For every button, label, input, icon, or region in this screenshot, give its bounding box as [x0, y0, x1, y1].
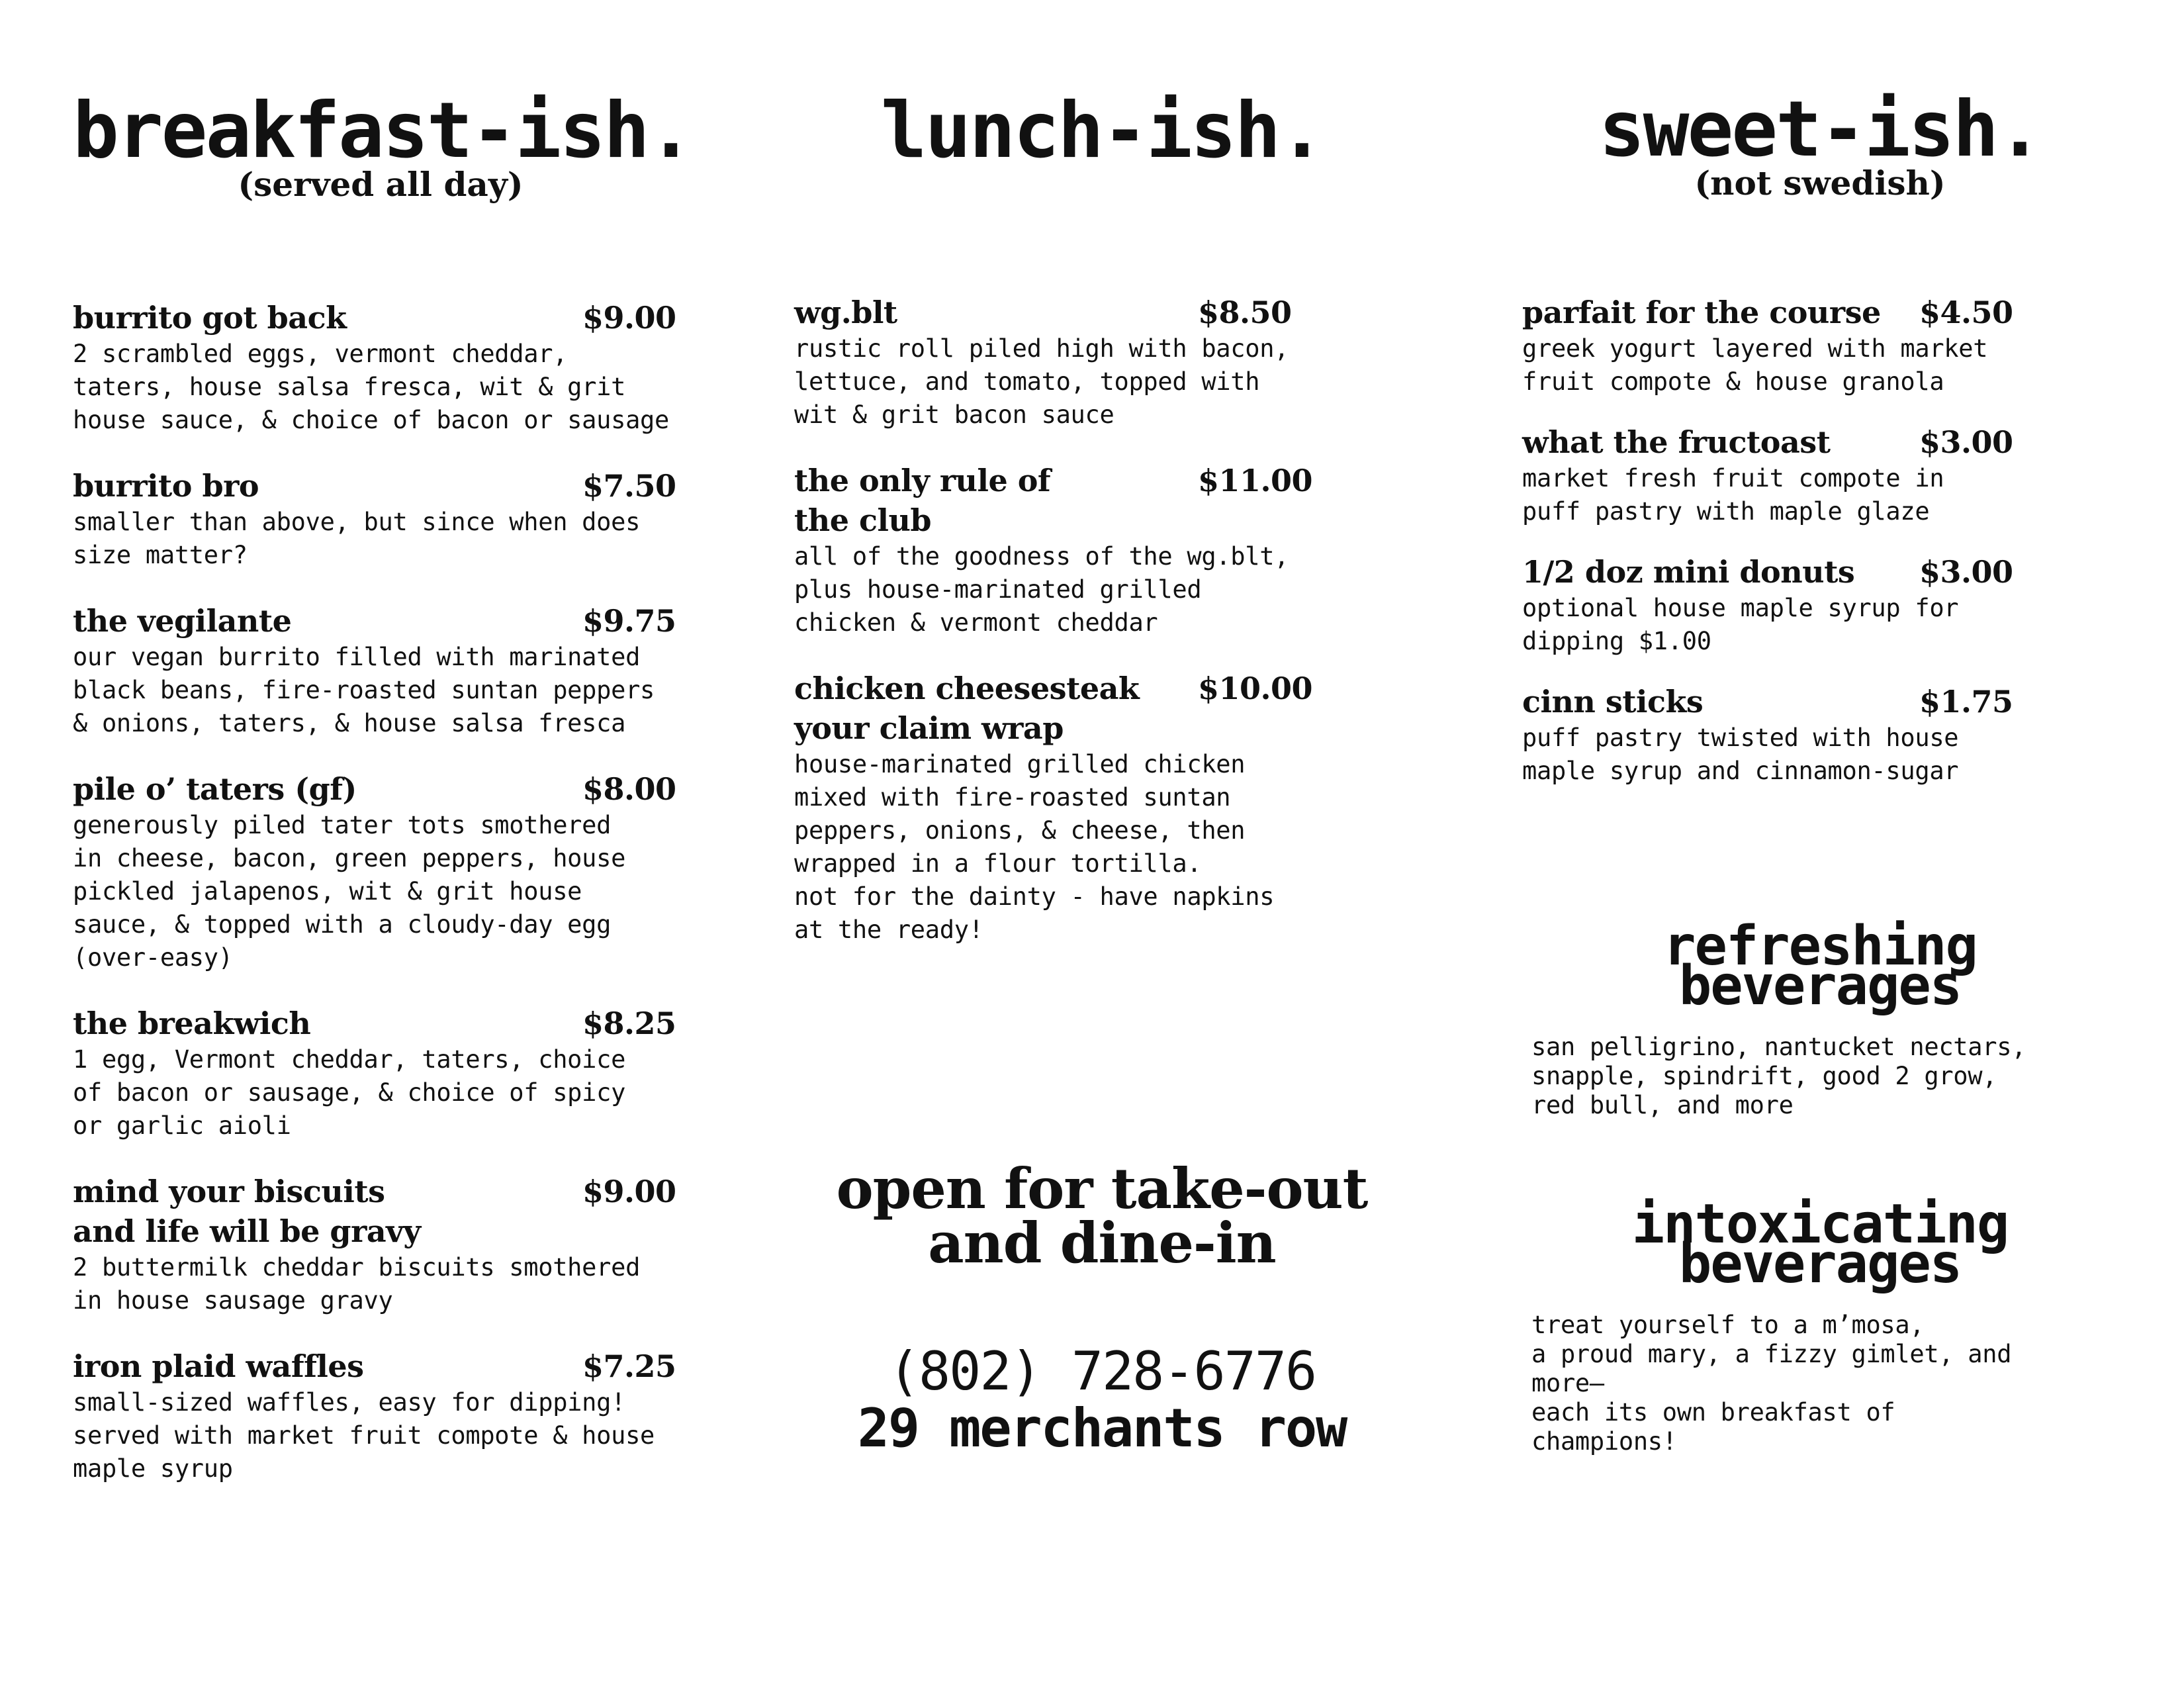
- sweet-menu-list: [1522, 293, 2118, 812]
- breakfast-column: [73, 0, 692, 1688]
- menu-item-burrito-bro: [73, 466, 688, 572]
- menu-item-what-the-fructoast: [1522, 422, 2118, 528]
- menu-item-burrito-got-back: [73, 298, 688, 437]
- menu-item-description: 1 egg, Vermont cheddar, taters, choice of bacon or sausage, & choice of spicy or garlic aioli: [73, 1045, 626, 1140]
- intoxicating-beverages-title: intoxicating beverages: [1631, 1193, 2009, 1295]
- menu-item-price: $11.00: [1198, 463, 1313, 498]
- menu-item-the-breakwich: [73, 1004, 688, 1143]
- menu-item-chicken-cheesesteak-wrap: [794, 669, 1410, 947]
- refreshing-beverages-title: refreshing beverages: [1663, 915, 1977, 1017]
- menu-item-description: rustic roll piled high with bacon, lettuce, and tomato, topped with wit & grit bacon sauce: [794, 334, 1289, 429]
- menu-item-name: what the fructoast: [1522, 424, 1831, 460]
- menu-item-mini-donuts: [1522, 552, 2118, 658]
- menu-item-price: $4.50: [1919, 295, 2013, 330]
- menu-item-name: burrito bro: [73, 468, 259, 504]
- refreshing-beverages-list: san pelligrino, nantucket nectars, snapple, spindrift, good 2 grow, red bull, and more: [1531, 1033, 2026, 1119]
- menu-item-name: wg.blt: [794, 295, 897, 330]
- refreshing-beverages-section: [1522, 915, 2118, 1120]
- menu-item-price: $7.50: [582, 468, 676, 504]
- menu-item-the-only-rule-of-the-club: [794, 461, 1410, 639]
- sweet-heading: [1522, 85, 2118, 203]
- lunch-column: [794, 0, 1410, 1688]
- menu-item-name: 1/2 doz mini donuts: [1522, 554, 1855, 590]
- menu-item-name: the vegilante: [73, 603, 292, 639]
- menu-item-wg-blt: [794, 293, 1410, 432]
- menu-item-description: smaller than above, but since when does size matter?: [73, 508, 641, 569]
- open-notice: open for take-out and dine-in: [836, 1156, 1368, 1276]
- intoxicating-beverages-list: treat yourself to a m’mosa, a proud mary, a fizzy gimlet, and more— each its own breakfast of champions!: [1531, 1311, 2012, 1456]
- menu-item-price: $8.25: [582, 1006, 676, 1041]
- menu-item-price: $7.25: [582, 1348, 676, 1384]
- menu-item-description: generously piled tater tots smothered in cheese, bacon, green peppers, house pickled jalapenos, wit & grit house sauce, & topped with a cloudy-day egg (over-easy): [73, 811, 626, 972]
- lunch-menu-list: [794, 293, 1410, 976]
- menu-item-the-vegilante: [73, 601, 688, 740]
- breakfast-heading: [73, 86, 692, 204]
- menu-item-description: 2 scrambled eggs, vermont cheddar, taters, house salsa fresca, wit & grit house sauce, & choice of bacon or sausage: [73, 340, 670, 434]
- menu-item-price: $8.50: [1198, 295, 1292, 330]
- menu-item-mind-your-biscuits: [73, 1172, 688, 1317]
- menu-item-description: our vegan burrito filled with marinated black beans, fire-roasted suntan peppers & onions, taters, & house salsa fresca: [73, 643, 655, 737]
- menu-item-price: $10.00: [1198, 671, 1313, 706]
- menu-item-name: chicken cheesesteak your claim wrap: [794, 671, 1140, 746]
- menu-item-price: $8.00: [582, 771, 676, 807]
- menu-item-description: optional house maple syrup for dipping $1.00: [1522, 594, 1959, 655]
- menu-item-price: $9.75: [582, 603, 676, 639]
- breakfast-menu-list: [73, 298, 688, 1515]
- lunch-heading: [794, 86, 1410, 175]
- menu-item-pile-o-taters: [73, 769, 688, 974]
- menu-item-price: $9.00: [582, 300, 676, 336]
- menu-item-name: the breakwich: [73, 1006, 311, 1041]
- lunch-title: lunch-ish.: [880, 86, 1324, 175]
- menu-item-price: $3.00: [1919, 424, 2013, 460]
- menu-item-description: small-sized waffles, easy for dipping! served with market fruit compote & house maple syrup: [73, 1388, 655, 1483]
- menu-item-name: pile o’ taters (gf): [73, 771, 357, 807]
- menu-item-price: $3.00: [1919, 554, 2013, 590]
- intoxicating-beverages-section: [1522, 1193, 2118, 1456]
- menu-item-cinn-sticks: [1522, 682, 2118, 788]
- breakfast-subtitle: (served all day): [238, 165, 523, 204]
- menu-item-iron-plaid-waffles: [73, 1346, 688, 1485]
- menu-item-description: puff pastry twisted with house maple syrup and cinnamon-sugar: [1522, 724, 1959, 785]
- sweet-subtitle: (not swedish): [1694, 164, 1946, 203]
- phone-number: (802) 728-6776: [887, 1340, 1316, 1402]
- menu-item-description: all of the goodness of the wg.blt, plus house-marinated grilled chicken & vermont cheddar: [794, 542, 1289, 637]
- sweet-title: sweet-ish.: [1598, 85, 2042, 174]
- menu-item-price: $9.00: [582, 1174, 676, 1209]
- contact-block: [794, 1156, 1410, 1459]
- menu-item-name: the only rule of the club: [794, 463, 1051, 538]
- menu-item-description: greek yogurt layered with market fruit compote & house granola: [1522, 334, 1988, 396]
- menu-item-parfait: [1522, 293, 2118, 399]
- menu-item-name: cinn sticks: [1522, 684, 1704, 720]
- menu-item-name: iron plaid waffles: [73, 1348, 364, 1384]
- menu-item-name: mind your biscuits and life will be gravy: [73, 1174, 421, 1249]
- menu-item-description: 2 buttermilk cheddar biscuits smothered in house sausage gravy: [73, 1253, 641, 1315]
- menu-item-price: $1.75: [1919, 684, 2013, 720]
- breakfast-title: breakfast-ish.: [73, 86, 692, 175]
- sweet-column: [1522, 0, 2118, 1688]
- street-address: 29 merchants row: [857, 1397, 1347, 1459]
- menu-item-description: house-marinated grilled chicken mixed with fire-roasted suntan peppers, onions, & cheese, then wrapped in a flour tortilla. not for the dainty - have napkins at the ready!: [794, 750, 1275, 944]
- menu-item-name: parfait for the course: [1522, 295, 1881, 330]
- menu-item-description: market fresh fruit compote in puff pastry with maple glaze: [1522, 464, 1944, 526]
- menu-item-name: burrito got back: [73, 300, 347, 336]
